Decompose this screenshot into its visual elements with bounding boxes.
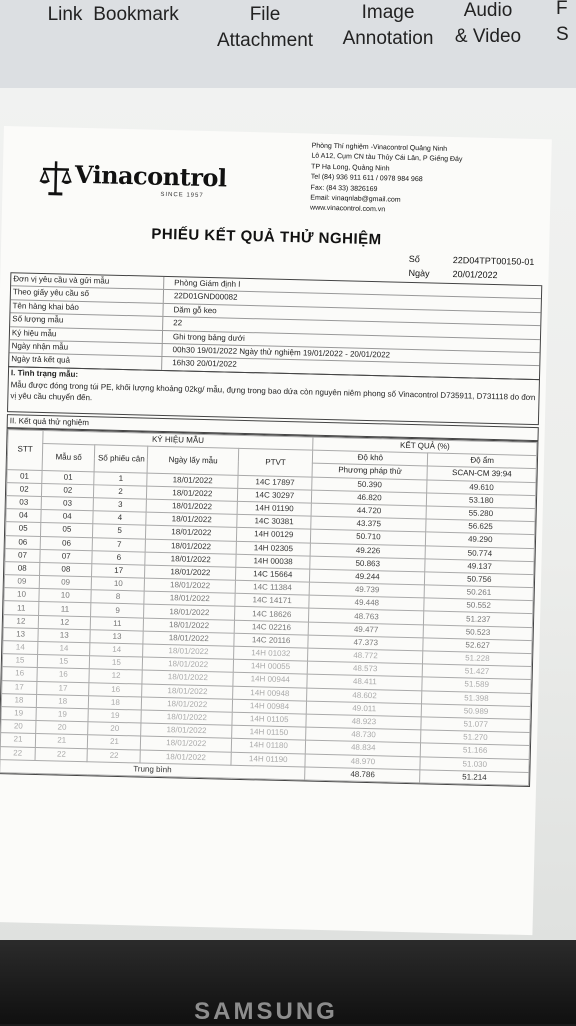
result-cell: 14C 14171 <box>235 594 309 609</box>
result-cell: 03 <box>41 496 94 510</box>
result-cell: 06 <box>5 535 40 549</box>
average-moisture: 51.214 <box>420 770 529 786</box>
scale-icon <box>38 159 73 198</box>
result-cell: 51.077 <box>421 717 530 733</box>
result-cell: 14C 15664 <box>236 567 310 582</box>
result-cell: 3 <box>94 498 147 512</box>
result-cell: 18/01/2022 <box>145 578 236 593</box>
result-cell: 18/01/2022 <box>141 736 232 751</box>
result-cell: 19 <box>1 707 36 721</box>
result-cell: 51.030 <box>420 756 529 772</box>
result-cell: 18/01/2022 <box>145 565 236 580</box>
result-cell: 13 <box>3 627 38 641</box>
result-cell: 02 <box>6 482 41 496</box>
result-cell: 18/01/2022 <box>147 486 238 501</box>
report-date-label: Ngày <box>408 267 430 279</box>
info-key: Ngày nhận mẫu <box>9 340 162 356</box>
test-method-value: SCAN-CM 39:94 <box>427 466 536 482</box>
toolbar-annotation-label: Annotation <box>342 28 434 49</box>
report-number: 22D04TPT00150-01 <box>452 255 535 267</box>
toolbar-link-label: Link <box>47 4 83 25</box>
info-value: Ghi trong bảng dưới <box>172 331 245 343</box>
result-cell: 03 <box>6 496 41 510</box>
result-cell: 14C 30381 <box>237 514 311 529</box>
result-cell: 18/01/2022 <box>142 697 233 712</box>
result-cell: 22 <box>35 747 88 761</box>
result-cell: 48.970 <box>305 754 420 770</box>
result-cell: 49.244 <box>310 569 425 585</box>
result-cell: 49.290 <box>426 532 535 548</box>
result-cell: 17 <box>2 680 37 694</box>
address-line: Lô A12, Cụm CN tàu Thủy Cái Lân, P Giếng Đáy <box>311 152 463 164</box>
result-cell: 16 <box>89 682 142 696</box>
result-cell: 06 <box>40 536 93 550</box>
result-cell: 48.573 <box>307 661 422 677</box>
info-value: 22D01GND00082 <box>173 291 238 303</box>
result-cell: 12 <box>89 669 142 683</box>
result-cell: 48.730 <box>306 727 421 743</box>
result-cell: 04 <box>41 510 94 524</box>
result-cell: 11 <box>4 601 39 615</box>
result-cell: 07 <box>40 549 93 563</box>
toolbar-image-annotation-button[interactable] <box>332 0 444 52</box>
result-cell: 18/01/2022 <box>146 512 237 527</box>
result-cell: 56.625 <box>426 519 535 535</box>
result-cell: 22 <box>0 746 35 760</box>
result-cell: 14C 02216 <box>234 620 308 635</box>
result-cell: 12 <box>3 614 38 628</box>
result-cell: 10 <box>4 588 39 602</box>
col-weigh-ticket: Số phiếu cân <box>95 445 149 473</box>
result-cell: 49.477 <box>308 622 423 638</box>
result-cell: 14H 00984 <box>232 699 306 714</box>
result-cell: 44.720 <box>311 503 426 519</box>
result-cell: 20 <box>1 720 36 734</box>
result-cell: 09 <box>39 576 92 590</box>
toolbar-image-label: Image <box>361 2 415 23</box>
average-dryness: 48.786 <box>305 767 420 783</box>
col-sample-no: Mẫu số <box>42 444 95 472</box>
result-cell: 49.137 <box>425 559 534 575</box>
result-cell: 51.398 <box>422 690 531 706</box>
info-key: Ngày trả kết quả <box>9 354 162 370</box>
status-title: I. Tình trạng mẫu: <box>10 368 79 379</box>
app-toolbar <box>0 0 576 88</box>
result-cell: 16 <box>2 667 37 681</box>
toolbar-audio-label: Audio <box>463 0 513 21</box>
result-cell: 18 <box>1 693 36 707</box>
result-cell: 18/01/2022 <box>140 750 231 765</box>
result-cell: 48.772 <box>308 648 423 664</box>
result-cell: 50.989 <box>422 704 531 720</box>
result-cell: 02 <box>41 483 94 497</box>
result-cell: 15 <box>2 654 37 668</box>
info-key: Ký hiệu mẫu <box>10 327 163 343</box>
result-cell: 18/01/2022 <box>146 525 237 540</box>
result-cell: 2 <box>94 485 147 499</box>
info-key: Số lượng mẫu <box>10 313 163 329</box>
result-cell: 14H 00129 <box>236 528 310 543</box>
result-cell: 48.923 <box>306 714 421 730</box>
result-cell: 10 <box>92 577 145 591</box>
result-cell: 49.610 <box>427 480 536 496</box>
result-cell: 49.226 <box>310 543 425 559</box>
result-cell: 11 <box>39 602 92 616</box>
results-title: II. Kết quả thử nghiệm <box>7 414 539 441</box>
col-result: KẾT QUẢ (%) <box>313 437 537 456</box>
result-cell: 14C 17897 <box>238 475 312 490</box>
lab-address-block <box>310 142 463 219</box>
result-cell: 50.523 <box>424 625 533 641</box>
result-cell: 48.602 <box>307 688 422 704</box>
results-table <box>0 429 537 786</box>
result-cell: 05 <box>40 523 93 537</box>
result-cell: 13 <box>90 630 143 644</box>
monitor-brand-logo: SAMSUNG <box>194 998 338 1025</box>
result-cell: 17 <box>92 564 145 578</box>
logo-since: SINCE 1957 <box>160 191 204 199</box>
toolbar-file-attachment-button[interactable] <box>208 2 322 54</box>
info-value: Phòng Giám định I <box>174 278 241 289</box>
result-cell: 21 <box>35 734 88 748</box>
result-cell: 49.011 <box>306 701 421 717</box>
result-cell: 18/01/2022 <box>143 631 234 646</box>
result-cell: 14 <box>3 641 38 655</box>
result-cell: 15 <box>90 656 143 670</box>
result-cell: 49.448 <box>309 595 424 611</box>
result-cell: 14C 30297 <box>237 488 311 503</box>
address-line: Fax: (84 33) 3826169 <box>310 184 378 193</box>
result-cell: 6 <box>92 550 145 564</box>
report-date: 20/01/2022 <box>452 269 498 281</box>
result-cell: 18/01/2022 <box>141 710 232 725</box>
result-cell: 8 <box>91 590 144 604</box>
result-cell: 50.261 <box>425 585 534 601</box>
result-cell: 53.180 <box>427 493 536 509</box>
info-key: Đơn vị yêu cầu và gửi mẫu <box>11 273 164 289</box>
test-result-document <box>0 126 552 935</box>
result-cell: 18/01/2022 <box>144 605 235 620</box>
info-value: 00h30 19/01/2022 Ngày thử nghiệm 19/01/2022 - 20/01/2022 <box>172 345 391 360</box>
result-cell: 52.627 <box>423 638 532 654</box>
test-method-label: Phương pháp thử <box>312 464 427 480</box>
result-cell: 07 <box>5 548 40 562</box>
result-cell: 14 <box>38 641 91 655</box>
report-number-label: Số <box>408 253 421 265</box>
result-cell: 05 <box>6 522 41 536</box>
result-cell: 51.228 <box>423 651 532 667</box>
result-cell: 50.390 <box>312 477 427 493</box>
result-cell: 50.552 <box>424 598 533 614</box>
toolbar-bookmark-label: Bookmark <box>93 4 179 25</box>
toolbar-attachment-label: Attachment <box>216 30 314 51</box>
result-cell: 18/01/2022 <box>144 591 235 606</box>
result-cell: 18/01/2022 <box>145 552 236 567</box>
result-cell: 14H 00055 <box>233 659 307 674</box>
toolbar-video-label: & Video <box>454 26 522 47</box>
address-line: Phòng Thí nghiệm -Vinacontrol Quảng Ninh <box>311 142 448 153</box>
result-cell: 18/01/2022 <box>143 657 234 672</box>
result-cell: 14H 00038 <box>236 554 310 569</box>
address-line: TP Hạ Long, Quảng Ninh <box>311 163 390 173</box>
result-cell: 9 <box>91 603 144 617</box>
toolbar-partial-button[interactable] <box>556 0 576 48</box>
toolbar-partial-label: F <box>556 0 568 19</box>
result-cell: 48.411 <box>307 674 422 690</box>
result-cell: 43.375 <box>311 516 426 532</box>
result-cell: 18 <box>89 695 142 709</box>
result-cell: 17 <box>37 681 90 695</box>
result-cell: 51.589 <box>422 677 531 693</box>
result-cell: 14H 02305 <box>236 541 310 556</box>
toolbar-audio-video-button[interactable] <box>446 0 530 50</box>
result-cell: 7 <box>93 537 146 551</box>
toolbar-file-label: File <box>249 4 281 25</box>
address-line: Tel (84) 936 911 611 / 0978 984 968 <box>310 173 423 184</box>
result-cell: 50.774 <box>426 545 535 561</box>
result-cell: 50.863 <box>310 556 425 572</box>
result-cell: 14C 18626 <box>235 607 309 622</box>
result-cell: 50.756 <box>425 572 534 588</box>
logo-wordmark: Vinacontrol <box>74 159 227 193</box>
status-text: Mẫu được đóng trong túi PE, khối lượng khoảng 02kg/ mẫu, đựng trong bao dứa còn nguyên niêm phong số Vinacontrol D735911, D731118 do đơn vị yêu cầu chuyển đến. <box>10 380 536 403</box>
average-label: Trung bình <box>0 759 305 780</box>
col-sampling-date: Ngày lấy mẫu <box>148 446 239 475</box>
result-cell: 01 <box>42 470 95 484</box>
info-value: 22 <box>173 318 183 328</box>
result-cell: 21 <box>0 733 35 747</box>
vinacontrol-logo <box>38 159 227 203</box>
result-cell: 18/01/2022 <box>147 473 238 488</box>
result-cell: 14H 01190 <box>231 752 305 767</box>
result-cell: 18/01/2022 <box>142 670 233 685</box>
sample-info-table <box>8 272 542 380</box>
result-cell: 01 <box>7 469 42 483</box>
result-cell: 18/01/2022 <box>142 684 233 699</box>
result-cell: 22 <box>87 748 140 762</box>
result-cell: 48.834 <box>306 740 421 756</box>
result-cell: 48.763 <box>309 609 424 625</box>
result-cell: 14H 01180 <box>231 739 305 754</box>
result-cell: 51.270 <box>421 730 530 746</box>
result-cell: 09 <box>4 575 39 589</box>
result-cell: 4 <box>93 511 146 525</box>
result-cell: 20 <box>36 721 89 735</box>
results-table-container <box>0 428 538 787</box>
result-cell: 18/01/2022 <box>143 644 234 659</box>
result-cell: 51.166 <box>421 743 530 759</box>
result-cell: 18 <box>36 694 89 708</box>
result-cell: 14H 00944 <box>233 673 307 688</box>
result-cell: 04 <box>6 509 41 523</box>
result-cell: 14C 20116 <box>234 633 308 648</box>
result-cell: 50.710 <box>311 529 426 545</box>
result-cell: 08 <box>5 562 40 576</box>
address-line: Email: vinaqnlab@gmail.com <box>310 194 401 204</box>
result-cell: 19 <box>36 707 89 721</box>
col-moisture: Độ ẩm <box>428 453 537 469</box>
result-cell: 5 <box>93 524 146 538</box>
result-cell: 13 <box>38 628 91 642</box>
result-cell: 14 <box>90 643 143 657</box>
result-cell: 49.739 <box>309 582 424 598</box>
result-cell: 11 <box>91 616 144 630</box>
result-cell: 18/01/2022 <box>147 499 238 514</box>
result-cell: 12 <box>38 615 91 629</box>
result-cell: 18/01/2022 <box>146 539 237 554</box>
result-cell: 14C 11384 <box>235 580 309 595</box>
result-cell: 51.427 <box>423 664 532 680</box>
result-cell: 18/01/2022 <box>144 618 235 633</box>
col-dryness: Độ khô <box>313 450 428 466</box>
result-cell: 18/01/2022 <box>141 723 232 738</box>
result-cell: 1 <box>94 471 147 485</box>
col-sample-symbol: KÝ HIỆU MẪU <box>43 431 313 451</box>
info-value: Dăm gỗ keo <box>173 304 217 316</box>
info-value: 16h30 20/01/2022 <box>172 358 237 370</box>
info-key: Tên hàng khai báo <box>10 300 163 316</box>
result-cell: 14H 01105 <box>232 712 306 727</box>
result-cell: 46.820 <box>312 490 427 506</box>
result-cell: 16 <box>37 668 90 682</box>
info-key: Theo giấy yêu cầu số <box>11 287 164 303</box>
result-cell: 21 <box>88 735 141 749</box>
result-cell: 55.280 <box>426 506 535 522</box>
result-cell: 14H 01032 <box>234 646 308 661</box>
result-cell: 15 <box>37 655 90 669</box>
result-cell: 51.237 <box>424 611 533 627</box>
result-cell: 19 <box>88 709 141 723</box>
result-cell: 08 <box>40 562 93 576</box>
result-cell: 14H 01150 <box>232 725 306 740</box>
toolbar-bookmark-button[interactable] <box>88 2 184 28</box>
col-vehicle: PTVT <box>238 449 313 477</box>
address-line: www.vinacontrol.com.vn <box>309 204 386 214</box>
toolbar-partial-label-2: S <box>556 24 569 45</box>
col-stt: STT <box>7 430 43 470</box>
document-title: PHIẾU KẾT QUẢ THỬ NGHIỆM <box>151 225 382 249</box>
result-cell: 10 <box>39 589 92 603</box>
result-cell: 20 <box>88 722 141 736</box>
result-cell: 14H 01190 <box>237 501 311 516</box>
result-cell: 14H 00948 <box>233 686 307 701</box>
result-cell: 47.373 <box>308 635 423 651</box>
